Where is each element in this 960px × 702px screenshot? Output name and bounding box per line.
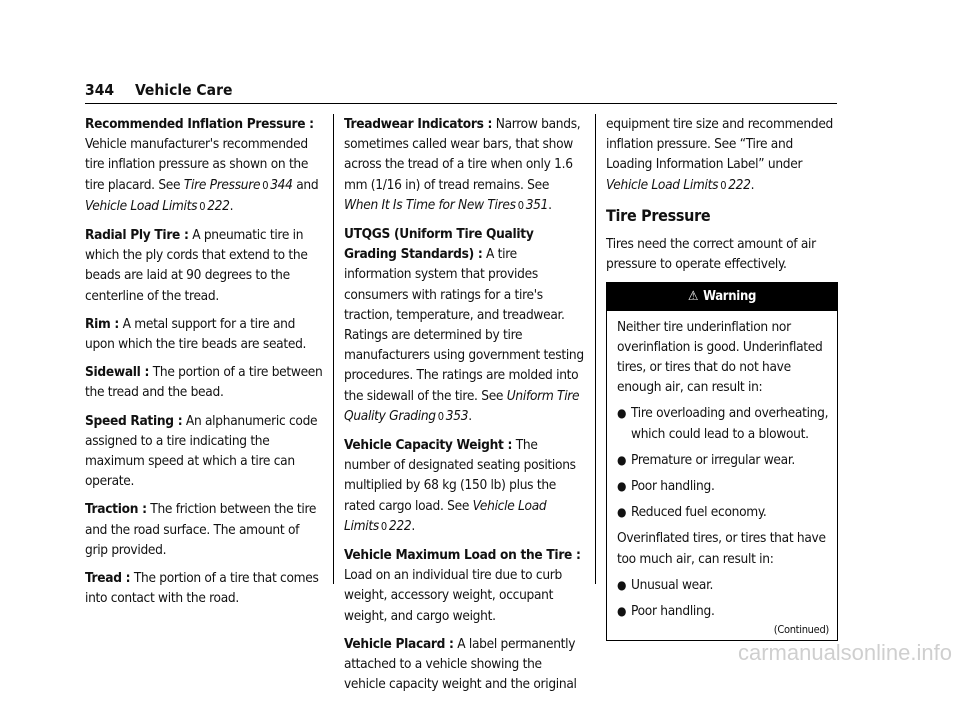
list-item: ● Premature or irregular wear. [617, 450, 829, 470]
bullet-icon: ● [617, 452, 627, 467]
definition-vehicle-capacity-weight: Vehicle Capacity Weight : The number of designated seating positions multiplied by 68 kg (150 lb) plus the rated cargo load. See Vehicle Load Limits 0 222. [344, 435, 584, 537]
column-divider [595, 114, 596, 584]
page-ref-arrow-icon: 0 [437, 409, 444, 423]
cross-reference-link[interactable]: Vehicle Load Limits [85, 197, 198, 214]
definition-vehicle-maximum-load: Vehicle Maximum Load on the Tire : Load on an individual tire due to curb weight, accessory weight, occupant weight, and cargo weight. [344, 547, 581, 624]
definition-tread: Tread : The portion of a tire that comes into contact with the road. [85, 570, 319, 607]
page-number: 344 [85, 81, 115, 99]
list-item: ● Tire overloading and overheating, which could lead to a blowout. [617, 403, 829, 443]
list-item: ● Unusual wear. [617, 575, 829, 595]
continued-label: (Continued) [773, 623, 829, 637]
list-item: ● Reduced fuel economy. [617, 502, 829, 522]
page-ref-arrow-icon: 0 [380, 519, 387, 533]
bullet-icon: ● [617, 505, 627, 520]
definition-treadwear-indicators: Treadwear Indicators : Narrow bands, sometimes called wear bars, that show across the tread of a tire when only 1.6 mm (1/16 in) of tread remains. See When It Is Time for New Tires 0 351. [344, 114, 584, 216]
warning-icon: ⚠ [687, 289, 699, 305]
warning-paragraph: Overinflated tires, or tires that have too much air, can result in: [617, 530, 826, 567]
page-ref-arrow-icon: 0 [517, 198, 524, 212]
bullet-icon: ● [617, 604, 627, 619]
intro-paragraph: Tires need the correct amount of air pressure to operate effectively. [606, 236, 816, 273]
section-title: Vehicle Care [134, 81, 233, 99]
definition-traction: Traction : The friction between the tire and the road surface. The amount of grip provided. [85, 501, 317, 558]
continued-paragraph: equipment tire size and recommended inflation pressure. See “Tire and Loading Information Label” under Vehicle Load Limits 0 222. [606, 114, 838, 196]
bullet-icon: ● [617, 577, 627, 592]
definition-vehicle-placard: Vehicle Placard : A label permanently attached to a vehicle showing the vehicle capacity weight and the original [344, 635, 577, 693]
page-ref-arrow-icon: 0 [199, 199, 206, 213]
definition-rim: Rim : A metal support for a tire and upon which the tire beads are seated. [85, 315, 307, 353]
definition-sidewall: Sidewall : The portion of a tire between the tread and the bead. [85, 364, 323, 401]
column-2 [344, 114, 584, 702]
warning-body [607, 311, 837, 641]
definition-recommended-inflation-pressure: Recommended Inflation Pressure : Vehicle manufacturer's recommended tire inflation pressure as shown on the tire placard. See Tire Pressure 0 344 and Vehicle Load Limits 0 222. [85, 114, 323, 217]
cross-reference-link[interactable]: Uniform Tire Quality Grading [344, 387, 580, 424]
column-divider [333, 114, 334, 584]
column-1 [85, 114, 323, 616]
list-item: ● Poor handling. [617, 476, 829, 496]
cross-reference-link[interactable]: When It Is Time for New Tires [344, 196, 516, 213]
header-rule [85, 103, 837, 104]
warning-title: Warning [703, 289, 757, 305]
bullet-icon: ● [617, 406, 627, 421]
warning-paragraph: Neither tire underinflation nor overinflation is good. Underinflated tires, or tires that do not have enough air, can result in: [617, 318, 823, 396]
cross-reference-link[interactable]: Vehicle Load Limits [606, 176, 719, 193]
page-ref-arrow-icon: 0 [262, 178, 269, 192]
definition-radial-ply-tire: Radial Ply Tire : A pneumatic tire in which the ply cords that extend to the beads are laid at 90 degrees to the centerline of the tread. [85, 227, 308, 304]
column-3 [606, 114, 838, 641]
definition-speed-rating: Speed Rating : An alphanumeric code assigned to a tire indicating the maximum speed at which a tire can operate. [85, 412, 318, 490]
definition-utqgs: UTQGS (Uniform Tire Quality Grading Standards) : A tire information system that provides consumers with ratings for a tire's traction, temperature, and treadwear. Ratings are determined by tire manufacturers using government testing procedures. The ratings are molded into the sidewall of the tire. See Uniform Tire Quality Grading 0 353. [344, 224, 584, 427]
section-heading: Tire Pressure [606, 205, 711, 225]
warning-header [607, 283, 837, 310]
cross-reference-link[interactable]: Vehicle Load Limits [344, 497, 547, 534]
watermark: carmanualsonline.info [737, 640, 952, 665]
page-header [85, 81, 232, 99]
list-item: ● Poor handling. [617, 601, 829, 621]
page-ref-arrow-icon: 0 [720, 178, 727, 192]
warning-box [606, 282, 838, 641]
cross-reference-link[interactable]: Tire Pressure [183, 176, 261, 193]
bullet-icon: ● [617, 479, 627, 494]
